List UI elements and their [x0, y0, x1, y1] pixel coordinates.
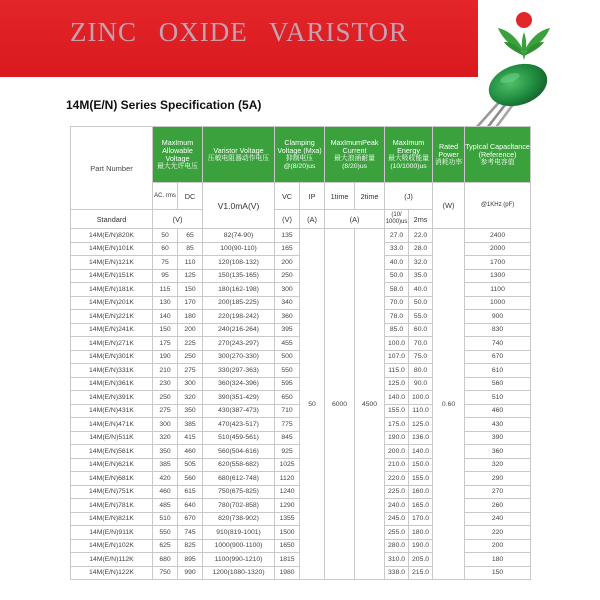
dc-cell: 560: [178, 472, 203, 486]
ac-cell: 210: [153, 364, 178, 378]
dc-cell: 670: [178, 512, 203, 526]
volt-unit-header: (V): [153, 210, 203, 229]
energy-2ms-cell: 205.0: [409, 553, 433, 567]
vc-cell: 710: [275, 404, 300, 418]
vc-cell: 200: [275, 256, 300, 270]
dc-cell: 615: [178, 485, 203, 499]
dc-cell: 85: [178, 242, 203, 256]
capacitance-cell: 830: [465, 323, 531, 337]
energy-10-1000-cell: 310.0: [385, 553, 409, 567]
dc-cell: 990: [178, 566, 203, 580]
vc-cell: 1500: [275, 526, 300, 540]
energy-10-1000-cell: 125.0: [385, 377, 409, 391]
col-clamping: [275, 127, 325, 183]
vc-cell: 1980: [275, 566, 300, 580]
energy-2ms-cell: 90.0: [409, 377, 433, 391]
energy-2ms-cell: 70.0: [409, 337, 433, 351]
vc-cell: 340: [275, 296, 300, 310]
varistor-voltage-cell: 82(74-90): [203, 229, 275, 243]
part-number-cell: 14M(E/N)151K: [71, 269, 153, 283]
energy-2ms-cell: 80.0: [409, 364, 433, 378]
vc-cell: 300: [275, 283, 300, 297]
capacitance-cell: 900: [465, 310, 531, 324]
varistor-voltage-cell: 780(702-858): [203, 499, 275, 513]
ac-cell: 485: [153, 499, 178, 513]
varistor-voltage-cell: 300(270-330): [203, 350, 275, 364]
dc-cell: 65: [178, 229, 203, 243]
energy-2ms-cell: 35.0: [409, 269, 433, 283]
ac-cell: 230: [153, 377, 178, 391]
col-max-voltage: [153, 127, 203, 183]
part-number-cell: 14M(E/N)181K: [71, 283, 153, 297]
col-capacitance: [465, 127, 531, 183]
varistor-voltage-cell: 270(243-297): [203, 337, 275, 351]
energy-2ms-cell: 40.0: [409, 283, 433, 297]
vc-cell: 845: [275, 431, 300, 445]
dc-cell: 640: [178, 499, 203, 513]
capacitance-cell: 610: [465, 364, 531, 378]
varistor-voltage-cell: 150(135-165): [203, 269, 275, 283]
ac-cell: 550: [153, 526, 178, 540]
spec-table-body: [71, 229, 531, 580]
varistor-voltage-cell: 680(612-748): [203, 472, 275, 486]
part-number-cell: 14M(E/N)241K: [71, 323, 153, 337]
energy-10-1000-cell: 100.0: [385, 337, 409, 351]
part-number-cell: 14M(E/N)911K: [71, 526, 153, 540]
varistor-voltage-cell: 330(297-363): [203, 364, 275, 378]
varistor-voltage-cell: 240(216-264): [203, 323, 275, 337]
dc-cell: 170: [178, 296, 203, 310]
part-number-cell: 14M(E/N)201K: [71, 296, 153, 310]
energy-10-1000-cell: 115.0: [385, 364, 409, 378]
dc-cell: 320: [178, 391, 203, 405]
part-number-cell: 14M(E/N)122K: [71, 566, 153, 580]
capacitance-cell: 270: [465, 485, 531, 499]
part-number-cell: 14M(E/N)511K: [71, 431, 153, 445]
capacitance-cell: 2000: [465, 242, 531, 256]
energy-2ms-cell: 190.0: [409, 539, 433, 553]
energy-10-1000-cell: 240.0: [385, 499, 409, 513]
capacitance-cell: 460: [465, 404, 531, 418]
varistor-voltage-cell: 1100(990-1210): [203, 553, 275, 567]
dc-cell: 745: [178, 526, 203, 540]
varistor-voltage-cell: 220(198-242): [203, 310, 275, 324]
vc-cell: 1025: [275, 458, 300, 472]
capacitance-cell: 180: [465, 553, 531, 567]
energy-2ms-cell: 100.0: [409, 391, 433, 405]
energy-2ms-cell: 155.0: [409, 472, 433, 486]
rated-power-header-cn: 消耗功率: [434, 158, 463, 166]
capacitance-header-cn: 参考电容值: [480, 158, 515, 166]
dc-cell: 415: [178, 431, 203, 445]
energy-10-1000-cell: 155.0: [385, 404, 409, 418]
vc-cell: 595: [275, 377, 300, 391]
dc-cell: 150: [178, 283, 203, 297]
vc-unit-header: (V): [275, 210, 300, 229]
capacitance-cell: 2400: [465, 229, 531, 243]
energy-2ms-cell: 55.0: [409, 310, 433, 324]
part-number-cell: 14M(E/N)681K: [71, 472, 153, 486]
energy-header-cn: 最大吸收能量 (10/1000)us: [388, 154, 429, 170]
dc-cell: 385: [178, 418, 203, 432]
ac-cell: 680: [153, 553, 178, 567]
dc-cell: 460: [178, 445, 203, 459]
energy-10-1000-cell: 58.0: [385, 283, 409, 297]
spec-table: [70, 126, 531, 580]
energy-10-1000-cell: 107.0: [385, 350, 409, 364]
varistor-voltage-cell: 1000(900-1100): [203, 539, 275, 553]
dc-cell: 180: [178, 310, 203, 324]
energy-2ms-cell: 140.0: [409, 445, 433, 459]
watt-header: (W): [433, 183, 465, 229]
ac-cell: 460: [153, 485, 178, 499]
vc-cell: 650: [275, 391, 300, 405]
energy-10-1000-cell: 50.0: [385, 269, 409, 283]
ac-cell: 510: [153, 512, 178, 526]
two-time-cell: 4500: [355, 229, 385, 580]
ac-cell: 60: [153, 242, 178, 256]
capacitance-cell: 510: [465, 391, 531, 405]
one-time-cell: 6000: [325, 229, 355, 580]
dc-cell: 505: [178, 458, 203, 472]
clamping-header-cn: 抑制电压 @(8/20)us: [283, 154, 316, 170]
energy-10-1000-cell: 225.0: [385, 485, 409, 499]
ac-cell: 150: [153, 323, 178, 337]
ac-cell: 175: [153, 337, 178, 351]
energy-2ms-cell: 60.0: [409, 323, 433, 337]
ac-cell: 320: [153, 431, 178, 445]
vc-cell: 1290: [275, 499, 300, 513]
dc-cell: 225: [178, 337, 203, 351]
two-time-header: 2time: [355, 183, 385, 210]
ip-unit-header: (A): [300, 210, 325, 229]
part-number-cell: 14M(E/N)101K: [71, 242, 153, 256]
varistor-voltage-cell: 1200(1080-1320): [203, 566, 275, 580]
energy-2ms-cell: 215.0: [409, 566, 433, 580]
ip-cell: 50: [300, 229, 325, 580]
part-number-cell: 14M(E/N)361K: [71, 377, 153, 391]
vc-cell: 1355: [275, 512, 300, 526]
dc-cell: 110: [178, 256, 203, 270]
energy-2ms-cell: 170.0: [409, 512, 433, 526]
dc-cell: 300: [178, 377, 203, 391]
vc-cell: 135: [275, 229, 300, 243]
capacitance-cell: 1300: [465, 269, 531, 283]
dc-header: DC: [178, 183, 203, 210]
max-voltage-header-cn: 最大允许电压: [157, 162, 198, 170]
capacitance-cell: 1100: [465, 283, 531, 297]
capacitance-cell: 740: [465, 337, 531, 351]
col-varistor-voltage: [203, 127, 275, 183]
ac-cell: 275: [153, 404, 178, 418]
energy-header: MaxImum Energy: [392, 137, 425, 155]
ac-cell: 385: [153, 458, 178, 472]
varistor-voltage-cell: 820(738-902): [203, 512, 275, 526]
vc-cell: 1240: [275, 485, 300, 499]
ac-cell: 190: [153, 350, 178, 364]
one-time-header: 1time: [325, 183, 355, 210]
varistor-voltage-header-cn: 压敏电阻器动作电压: [207, 154, 270, 162]
freq-header: @1KHz (pF): [465, 183, 531, 229]
ac-cell: 420: [153, 472, 178, 486]
dc-cell: 350: [178, 404, 203, 418]
energy-10-1000-cell: 190.0: [385, 431, 409, 445]
energy-10-1000-cell: 280.0: [385, 539, 409, 553]
header-row-green: [71, 127, 531, 183]
clamping-header: Clamping Voltage (Mxa): [277, 137, 322, 155]
varistor-voltage-cell: 390(351-429): [203, 391, 275, 405]
ac-header: AC. rms: [153, 183, 178, 210]
part-number-cell: 14M(E/N)820K: [71, 229, 153, 243]
varistor-voltage-cell: 430(387-473): [203, 404, 275, 418]
spec-heading: 14M(E/N) Series Specification (5A): [66, 98, 262, 112]
col-energy: [385, 127, 433, 183]
varistor-voltage-cell: 470(423-517): [203, 418, 275, 432]
energy-10-1000-cell: 27.0: [385, 229, 409, 243]
energy-2ms-cell: 32.0: [409, 256, 433, 270]
ac-cell: 75: [153, 256, 178, 270]
capacitance-cell: 1700: [465, 256, 531, 270]
current-unit-header: (A): [325, 210, 385, 229]
capacitance-cell: 560: [465, 377, 531, 391]
varistor-voltage-cell: 200(185-225): [203, 296, 275, 310]
energy-10-1000-cell: 70.0: [385, 296, 409, 310]
energy-2ms-cell: 180.0: [409, 526, 433, 540]
part-number-cell: 14M(E/N)751K: [71, 485, 153, 499]
joule-header: (J): [385, 183, 433, 210]
ac-cell: 625: [153, 539, 178, 553]
capacitance-cell: 360: [465, 445, 531, 459]
varistor-voltage-cell: 750(675-825): [203, 485, 275, 499]
energy-10-1000-cell: 175.0: [385, 418, 409, 432]
part-number-cell: 14M(E/N)331K: [71, 364, 153, 378]
v1ma-header: V1.0mA(V): [203, 183, 275, 229]
e2-unit-header: 2ms: [409, 210, 433, 229]
dc-cell: 895: [178, 553, 203, 567]
energy-10-1000-cell: 338.0: [385, 566, 409, 580]
col-peak-current: [325, 127, 385, 183]
varistor-voltage-cell: 360(324-396): [203, 377, 275, 391]
energy-10-1000-cell: 40.0: [385, 256, 409, 270]
dc-cell: 825: [178, 539, 203, 553]
vc-cell: 395: [275, 323, 300, 337]
part-number-cell: 14M(E/N)391K: [71, 391, 153, 405]
varistor-voltage-header: Varistor Voltage: [213, 145, 264, 155]
capacitance-cell: 320: [465, 458, 531, 472]
capacitance-cell: 430: [465, 418, 531, 432]
varistor-voltage-cell: 100(90-110): [203, 242, 275, 256]
energy-10-1000-cell: 245.0: [385, 512, 409, 526]
capacitance-cell: 670: [465, 350, 531, 364]
capacitance-cell: 290: [465, 472, 531, 486]
vc-cell: 1650: [275, 539, 300, 553]
e1-unit-header: (10/ 1000)us: [385, 210, 409, 229]
dc-cell: 250: [178, 350, 203, 364]
peak-current-header-cn: 最大浪涌耐量 (8/20)us: [334, 154, 375, 170]
vc-cell: 1120: [275, 472, 300, 486]
energy-10-1000-cell: 33.0: [385, 242, 409, 256]
ac-cell: 50: [153, 229, 178, 243]
dc-cell: 200: [178, 323, 203, 337]
capacitance-cell: 260: [465, 499, 531, 513]
part-number-cell: 14M(E/N)781K: [71, 499, 153, 513]
capacitance-cell: 200: [465, 539, 531, 553]
capacitance-cell: 220: [465, 526, 531, 540]
part-number-cell: 14M(E/N)821K: [71, 512, 153, 526]
varistor-voltage-cell: 560(504-616): [203, 445, 275, 459]
varistor-voltage-cell: 180(162-198): [203, 283, 275, 297]
col-part-number: [71, 127, 153, 210]
varistor-voltage-cell: 510(459-561): [203, 431, 275, 445]
rated-power-header: Rated Power: [438, 141, 459, 159]
ac-cell: 115: [153, 283, 178, 297]
part-number-cell: 14M(E/N)121K: [71, 256, 153, 270]
energy-10-1000-cell: 85.0: [385, 323, 409, 337]
energy-2ms-cell: 110.0: [409, 404, 433, 418]
vc-cell: 165: [275, 242, 300, 256]
varistor-voltage-cell: 120(108-132): [203, 256, 275, 270]
ac-cell: 350: [153, 445, 178, 459]
part-number-cell: 14M(E/N)301K: [71, 350, 153, 364]
capacitance-cell: 390: [465, 431, 531, 445]
energy-2ms-cell: 125.0: [409, 418, 433, 432]
vc-cell: 250: [275, 269, 300, 283]
part-number-cell: 14M(E/N)431K: [71, 404, 153, 418]
vc-cell: 455: [275, 337, 300, 351]
vc-cell: 775: [275, 418, 300, 432]
part-number-cell: 14M(E/N)221K: [71, 310, 153, 324]
vc-cell: 360: [275, 310, 300, 324]
part-number-cell: 14M(E/N)102K: [71, 539, 153, 553]
energy-10-1000-cell: 78.0: [385, 310, 409, 324]
energy-10-1000-cell: 255.0: [385, 526, 409, 540]
part-number-cell: 14M(E/N)621K: [71, 458, 153, 472]
vc-cell: 1815: [275, 553, 300, 567]
energy-2ms-cell: 160.0: [409, 485, 433, 499]
ac-cell: 140: [153, 310, 178, 324]
varistor-voltage-cell: 910(819-1001): [203, 526, 275, 540]
col-rated-power: [433, 127, 465, 183]
part-number-cell: 14M(E/N)561K: [71, 445, 153, 459]
energy-10-1000-cell: 220.0: [385, 472, 409, 486]
max-voltage-header: MaxImum Allowable Voltage: [161, 137, 194, 163]
energy-2ms-cell: 165.0: [409, 499, 433, 513]
energy-10-1000-cell: 200.0: [385, 445, 409, 459]
part-number-cell: 14M(E/N)471K: [71, 418, 153, 432]
ac-cell: 750: [153, 566, 178, 580]
flower-logo-icon: [494, 8, 554, 68]
energy-2ms-cell: 28.0: [409, 242, 433, 256]
dc-cell: 125: [178, 269, 203, 283]
rated-power-cell: 0.60: [433, 229, 465, 580]
part-number-cell: 14M(E/N)112K: [71, 553, 153, 567]
vc-header: VC: [275, 183, 300, 210]
part-number-cell: 14M(E/N)271K: [71, 337, 153, 351]
capacitance-cell: 240: [465, 512, 531, 526]
dc-cell: 275: [178, 364, 203, 378]
banner-title: ZINC OXIDE VARISTOR: [69, 17, 409, 47]
capacitance-header: TypIcal Capacltance (Reference): [465, 141, 530, 159]
vc-cell: 500: [275, 350, 300, 364]
energy-10-1000-cell: 210.0: [385, 458, 409, 472]
ac-cell: 95: [153, 269, 178, 283]
peak-current-header: MaxImumPeak Current: [330, 137, 379, 155]
energy-10-1000-cell: 140.0: [385, 391, 409, 405]
capacitance-cell: 1000: [465, 296, 531, 310]
ac-cell: 300: [153, 418, 178, 432]
varistor-voltage-cell: 620(558-682): [203, 458, 275, 472]
energy-2ms-cell: 75.0: [409, 350, 433, 364]
standard-header: Standard: [71, 210, 153, 229]
part-number-header: Part Number: [90, 163, 133, 173]
capacitance-cell: 150: [465, 566, 531, 580]
energy-2ms-cell: 50.0: [409, 296, 433, 310]
vc-cell: 925: [275, 445, 300, 459]
ac-cell: 130: [153, 296, 178, 310]
vc-cell: 550: [275, 364, 300, 378]
ac-cell: 250: [153, 391, 178, 405]
energy-2ms-cell: 22.0: [409, 229, 433, 243]
energy-2ms-cell: 136.0: [409, 431, 433, 445]
table-row: [71, 229, 531, 243]
energy-2ms-cell: 150.0: [409, 458, 433, 472]
ip-header: IP: [300, 183, 325, 210]
